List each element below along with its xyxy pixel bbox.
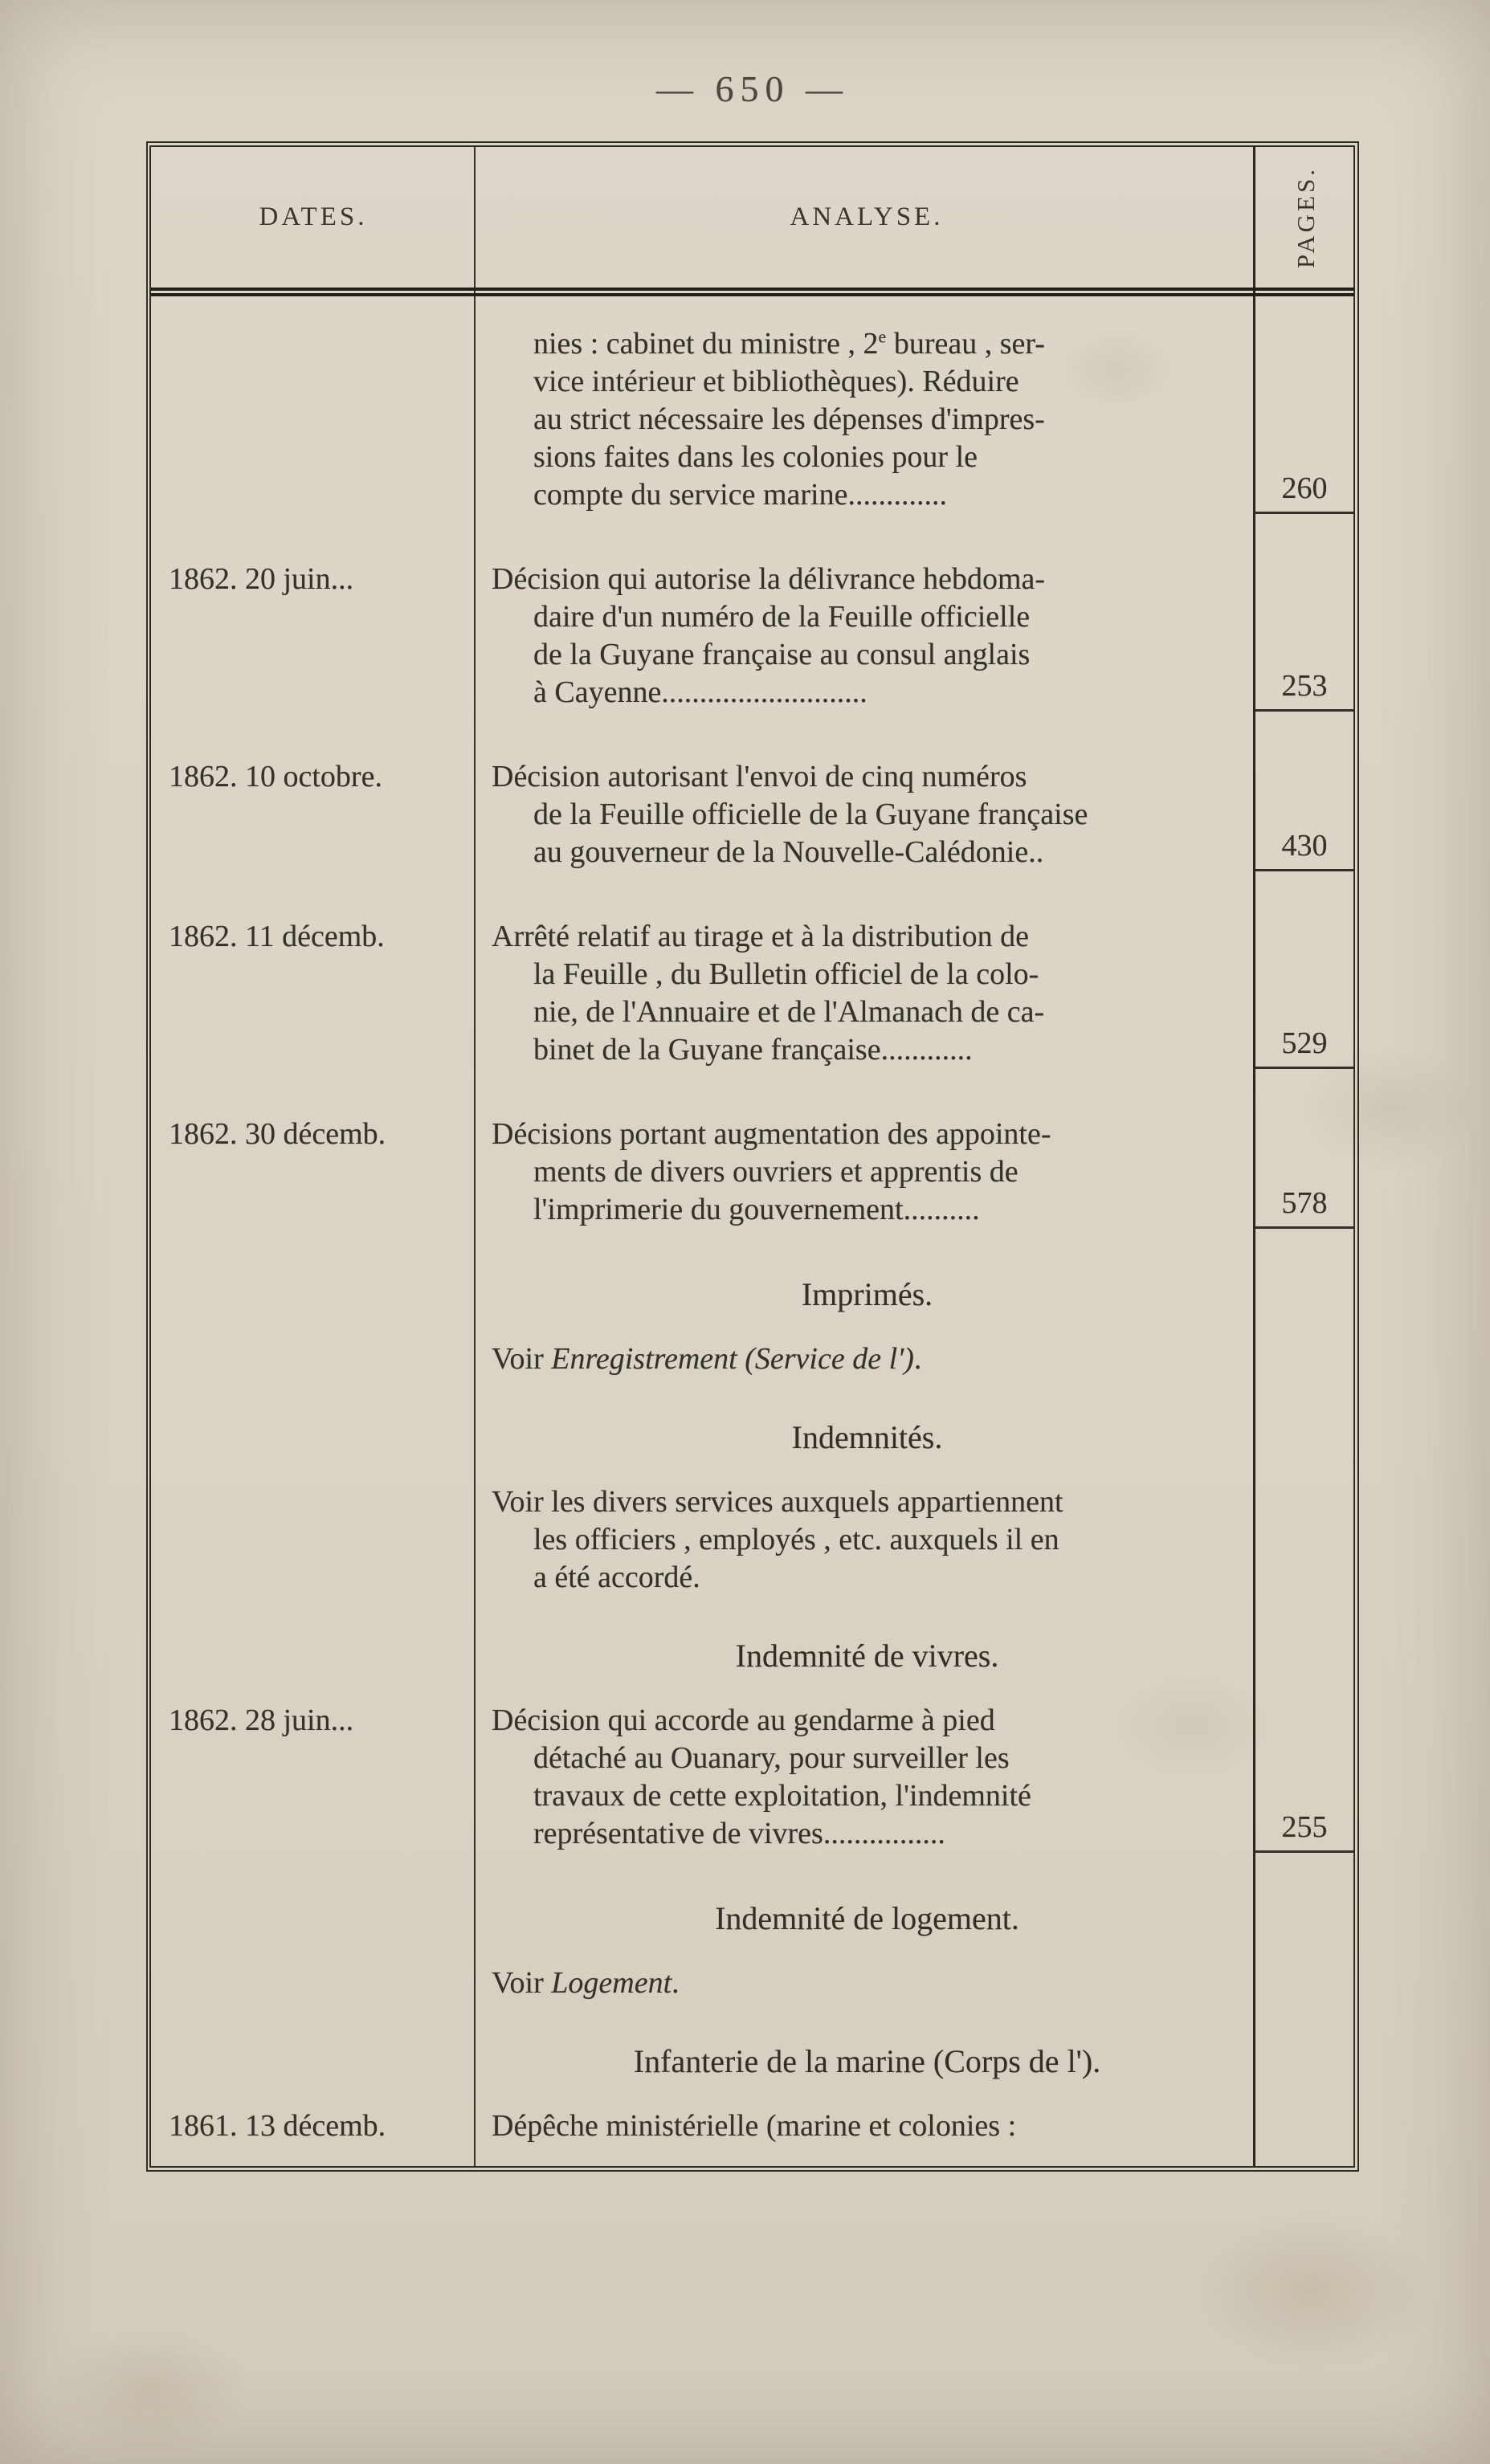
analyse-cell: [476, 1702, 1255, 1853]
entry-row: [151, 325, 1353, 514]
text-line: de la Feuille officielle de la Guyane française: [533, 798, 1088, 831]
text-line: au gouverneur de la Nouvelle-Calédonie..: [533, 835, 1044, 869]
table-header: [151, 147, 1353, 296]
date-cell: [151, 1340, 476, 1378]
text-line: Voir Enregistrement (Service de l').: [492, 1342, 922, 1376]
section-heading: [476, 1899, 1255, 1937]
analyse-cell: [476, 325, 1255, 514]
heading-row: [151, 1899, 1353, 1937]
text-line: nie, de l'Annuaire et de l'Almanach de ca-: [533, 995, 1045, 1029]
text-line: travaux de cette exploitation, l'indemnité: [533, 1779, 1031, 1813]
pages-cell: [1255, 918, 1353, 1069]
pages-cell: [1255, 1964, 1353, 2002]
text-line: Décision autorisant l'envoi de cinq numéros: [492, 760, 1027, 793]
text-line: Indemnité de logement.: [715, 1900, 1019, 1936]
page-number: 430: [1255, 827, 1353, 871]
text-line: binet de la Guyane française............: [533, 1033, 973, 1067]
text-line: Décision qui autorise la délivrance hebdoma-: [492, 562, 1046, 596]
entry-row: [151, 1702, 1353, 1853]
text-line: Arrêté relatif au tirage et à la distribution de: [492, 920, 1029, 953]
analyse-column-header: ANALYSE.: [790, 202, 944, 231]
text-line: ments de divers ouvriers et apprentis de: [533, 1155, 1019, 1189]
pages-column-label: PAGES.: [1291, 165, 1320, 269]
entry-row: [151, 1116, 1353, 1229]
text-line: Imprimés.: [801, 1276, 933, 1312]
date-cell: 1862. 11 décemb.: [169, 920, 385, 953]
pages-cell: [1255, 325, 1353, 514]
text-line: sions faites dans les colonies pour le: [533, 440, 978, 474]
date-cell: [151, 2042, 476, 2080]
text-line: Décision qui accorde au gendarme à pied: [492, 1703, 995, 1737]
section-heading: [476, 1418, 1255, 1456]
entry-row: [151, 561, 1353, 712]
date-cell: [151, 325, 476, 514]
pages-cell: [1255, 2107, 1353, 2145]
table-body: [151, 296, 1353, 2166]
date-cell: 1862. 30 décemb.: [169, 1117, 386, 1151]
text-line: compte du service marine.............: [533, 478, 947, 512]
date-cell: [151, 1483, 476, 1597]
date-cell: [151, 1964, 476, 2002]
index-table: [146, 141, 1359, 2172]
heading-row: [151, 2042, 1353, 2080]
text-line: nies : cabinet du ministre , 2e bureau , ser-: [533, 326, 1045, 361]
text-line: Indemnités.: [791, 1419, 943, 1455]
pages-cell: [1255, 2042, 1353, 2080]
heading-row: [151, 1637, 1353, 1675]
text-line: Infanterie de la marine (Corps de l').: [633, 2043, 1101, 2079]
analyse-cell: [476, 1483, 1255, 1597]
date-cell: [151, 1899, 476, 1937]
date-cell: 1862. 28 juin...: [169, 1703, 354, 1737]
section-heading: [476, 1637, 1255, 1675]
note-row: [151, 1964, 1353, 2002]
date-cell: [151, 1637, 476, 1675]
text-line: de la Guyane française au consul anglais: [533, 638, 1031, 671]
text-line: Voir les divers services auxquels appartiennent: [492, 1485, 1063, 1519]
entry-row: [151, 2107, 1353, 2145]
date-cell: [151, 1275, 476, 1313]
pages-cell: [1255, 1418, 1353, 1456]
note-row: [151, 1483, 1353, 1597]
analyse-cell: [476, 758, 1255, 871]
pages-cell: [1255, 561, 1353, 712]
text-line: représentative de vivres................: [533, 1817, 945, 1850]
text-line: à Cayenne...........................: [533, 675, 867, 709]
analyse-cell: [476, 918, 1255, 1069]
text-line: détaché au Ouanary, pour surveiller les: [533, 1741, 1010, 1775]
dates-column-header: DATES.: [259, 202, 368, 231]
pages-cell: [1255, 1340, 1353, 1378]
page-number: 578: [1255, 1185, 1353, 1229]
entry-row: [151, 758, 1353, 871]
analyse-cell: [476, 2107, 1255, 2145]
text-line: Dépêche ministérielle (marine et colonies :: [492, 2109, 1017, 2143]
page-number: 260: [1255, 470, 1353, 514]
pages-cell: [1255, 1116, 1353, 1229]
page-number: 255: [1255, 1809, 1353, 1853]
text-line: au strict nécessaire les dépenses d'impres-: [533, 402, 1045, 436]
date-cell: 1861. 13 décemb.: [169, 2109, 386, 2143]
section-heading: [476, 1275, 1255, 1313]
pages-cell: [1255, 1275, 1353, 1313]
heading-row: [151, 1418, 1353, 1456]
text-line: vice intérieur et bibliothèques). Réduire: [533, 365, 1019, 398]
analyse-cell: [476, 1964, 1255, 2002]
page-number: 529: [1255, 1025, 1353, 1069]
analyse-cell: [476, 561, 1255, 712]
pages-column-header: [1258, 166, 1353, 268]
text-line: l'imprimerie du gouvernement..........: [533, 1193, 980, 1226]
text-line: Voir Logement.: [492, 1966, 680, 2000]
entry-row: [151, 918, 1353, 1069]
text-line: la Feuille , du Bulletin officiel de la colo-: [533, 957, 1039, 991]
pages-cell: [1255, 1702, 1353, 1853]
pages-cell: [1255, 1899, 1353, 1937]
date-cell: 1862. 10 octobre.: [169, 760, 382, 793]
text-line: les officiers , employés , etc. auxquels il en: [533, 1523, 1059, 1556]
pages-cell: [1255, 758, 1353, 871]
date-cell: 1862. 20 juin...: [169, 562, 354, 596]
pages-cell: [1255, 1637, 1353, 1675]
text-line: Décisions portant augmentation des appointe-: [492, 1117, 1051, 1151]
note-row: [151, 1340, 1353, 1378]
date-cell: [151, 1418, 476, 1456]
page-number: 253: [1255, 667, 1353, 712]
analyse-cell: [476, 1116, 1255, 1229]
text-line: a été accordé.: [533, 1560, 700, 1594]
folio-number: — 650 —: [656, 68, 849, 109]
pages-cell: [1255, 1483, 1353, 1597]
text-line: Indemnité de vivres.: [735, 1638, 999, 1674]
analyse-cell: [476, 1340, 1255, 1378]
section-heading: [476, 2042, 1255, 2080]
text-line: daire d'un numéro de la Feuille officielle: [533, 600, 1031, 634]
heading-row: [151, 1275, 1353, 1313]
